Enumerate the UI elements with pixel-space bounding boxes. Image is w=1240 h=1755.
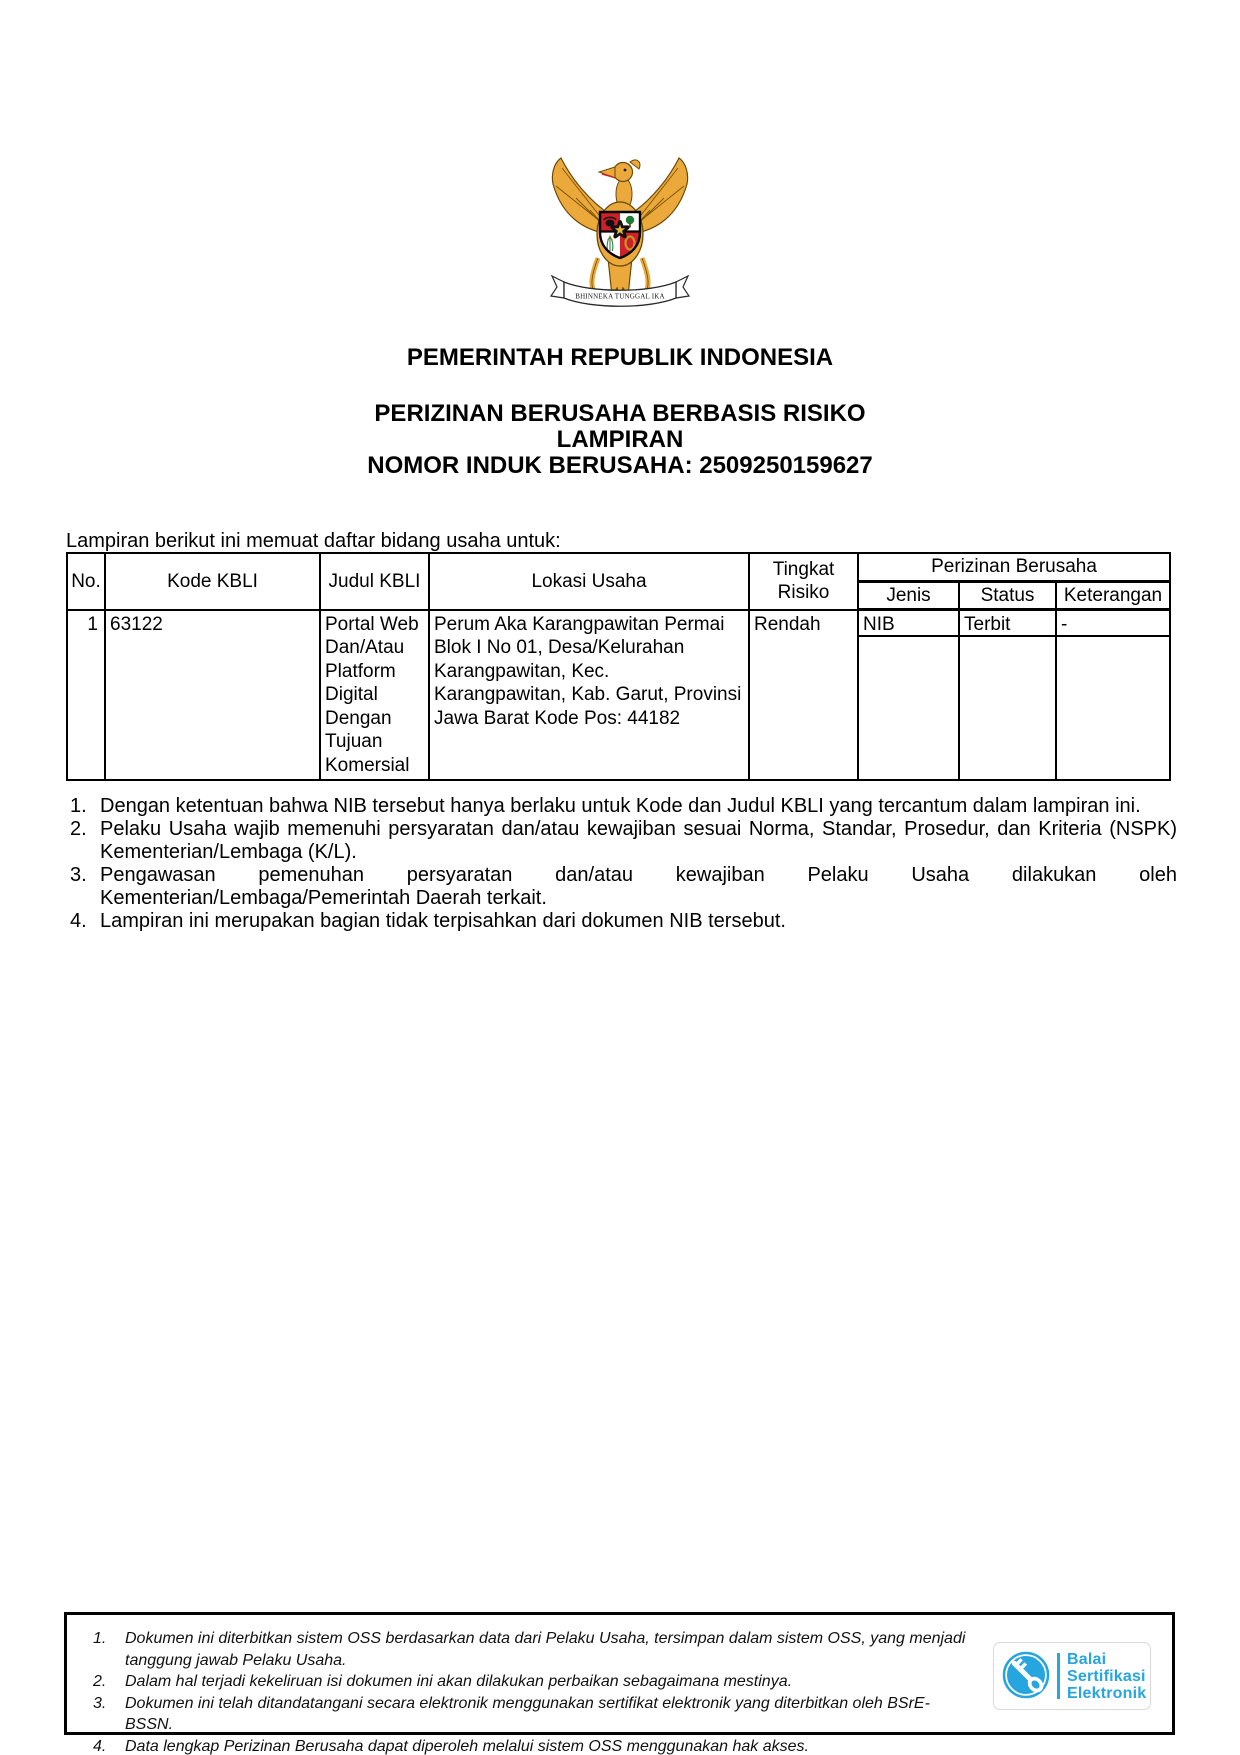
item-text: Dokumen ini diterbitkan sistem OSS berdasarkan data dari Pelaku Usaha, tersimpan dalam sistem OSS, yang menjadi tanggung jawab Pelaku Usaha. bbox=[125, 1630, 966, 1669]
cell-tingkat-risiko: Rendah bbox=[749, 610, 858, 781]
item-number: 3. bbox=[93, 1694, 107, 1712]
list-item bbox=[66, 795, 1177, 818]
col-header-kode-kbli: Kode KBLI bbox=[105, 553, 320, 610]
cell-no: 1 bbox=[67, 610, 105, 781]
cell-kode-kbli: 63122 bbox=[105, 610, 320, 781]
provisions-list bbox=[66, 795, 1177, 933]
bsre-logo bbox=[993, 1642, 1151, 1710]
col-header-judul-kbli: Judul KBLI bbox=[320, 553, 429, 610]
logo-line-1: Balai bbox=[1067, 1650, 1107, 1668]
item-number: 4. bbox=[70, 910, 87, 932]
bsre-key-icon bbox=[1000, 1650, 1052, 1702]
col-header-status: Status bbox=[959, 581, 1056, 610]
license-jenis-value: NIB bbox=[859, 611, 958, 637]
motto-text: BHINNEKA TUNGGAL IKA bbox=[575, 292, 665, 301]
list-item bbox=[66, 910, 1177, 933]
business-fields-table bbox=[66, 552, 1171, 781]
list-item bbox=[66, 864, 1177, 910]
item-number: 3. bbox=[70, 864, 87, 886]
table-row bbox=[67, 610, 1170, 781]
heading-government: PEMERINTAH REPUBLIK INDONESIA bbox=[406, 344, 834, 371]
item-text: Pelaku Usaha wajib memenuhi persyaratan dan/atau kewajiban sesuai Norma, Standar, Prosedur, dan Kriteria (NSPK) Kementerian/Lembaga (K/L). bbox=[100, 818, 1177, 863]
item-text: Pengawasan pemenuhan persyaratan dan/atau kewajiban Pelaku Usaha dilakukan oleh Kementerian/Lembaga/Pemerintah Daerah terkait. bbox=[100, 864, 1177, 909]
item-text: Lampiran ini merupakan bagian tidak terpisahkan dari dokumen NIB tersebut. bbox=[100, 910, 786, 932]
intro-line: Lampiran berikut ini memuat daftar bidang usaha untuk: bbox=[66, 530, 561, 552]
bsre-logo-text bbox=[1067, 1651, 1146, 1702]
cell-keterangan bbox=[1056, 610, 1170, 781]
cell-status bbox=[959, 610, 1056, 781]
license-keterangan-value: - bbox=[1057, 611, 1169, 637]
cell-judul-kbli: Portal Web Dan/Atau Platform Digital Dengan Tujuan Komersial bbox=[320, 610, 429, 781]
col-header-no: No. bbox=[67, 553, 105, 610]
logo-line-3: Elektronik bbox=[1067, 1684, 1147, 1702]
heading-nib-number: NOMOR INDUK BERUSAHA: 2509250159627 bbox=[367, 452, 873, 479]
list-item bbox=[87, 1671, 967, 1693]
list-item bbox=[87, 1693, 967, 1736]
heading-license-type: PERIZINAN BERUSAHA BERBASIS RISIKO bbox=[374, 400, 866, 427]
heading-lampiran: LAMPIRAN bbox=[556, 426, 684, 453]
item-number: 1. bbox=[93, 1630, 107, 1647]
footer-notes-list bbox=[87, 1628, 967, 1755]
item-number: 2. bbox=[93, 1673, 107, 1690]
item-text: Dengan ketentuan bahwa NIB tersebut hanya berlaku untuk Kode dan Judul KBLI yang tercantum dalam lampiran ini. bbox=[100, 795, 1141, 817]
cell-lokasi-usaha: Perum Aka Karangpawitan Permai Blok I No 01, Desa/Kelurahan Karangpawitan, Kec. Karangpawitan, Kab. Garut, Provinsi Jawa Barat Kode Pos: 44182 bbox=[429, 610, 749, 781]
item-text: Dalam hal terjadi kekeliruan isi dokumen ini akan dilakukan perbaikan sebagaimana mestinya. bbox=[125, 1673, 793, 1690]
list-item bbox=[87, 1628, 967, 1671]
item-text: Data lengkap Perizinan Berusaha dapat diperoleh melalui sistem OSS menggunakan hak akses. bbox=[125, 1737, 809, 1755]
license-status-value: Terbit bbox=[960, 611, 1055, 637]
cell-jenis bbox=[858, 610, 959, 781]
item-number: 1. bbox=[70, 795, 87, 817]
item-text: Dokumen ini telah ditandatangani secara elektronik menggunakan sertifikat elektronik yang diterbitkan oleh BSrE-BSSN. bbox=[125, 1694, 930, 1733]
logo-line-2: Sertifikasi bbox=[1067, 1667, 1146, 1685]
col-header-perizinan-berusaha: Perizinan Berusaha bbox=[858, 553, 1170, 581]
list-item bbox=[87, 1736, 967, 1755]
list-item bbox=[66, 818, 1177, 864]
footer-disclaimer-box bbox=[64, 1612, 1175, 1755]
col-header-keterangan: Keterangan bbox=[1056, 581, 1170, 610]
garuda-pancasila-emblem bbox=[546, 146, 694, 314]
col-header-lokasi-usaha: Lokasi Usaha bbox=[429, 553, 749, 610]
logo-divider bbox=[1057, 1653, 1060, 1699]
item-number: 4. bbox=[93, 1737, 107, 1755]
col-header-tingkat-risiko: Tingkat Risiko bbox=[749, 553, 858, 610]
col-header-jenis: Jenis bbox=[858, 581, 959, 610]
item-number: 2. bbox=[70, 818, 87, 840]
